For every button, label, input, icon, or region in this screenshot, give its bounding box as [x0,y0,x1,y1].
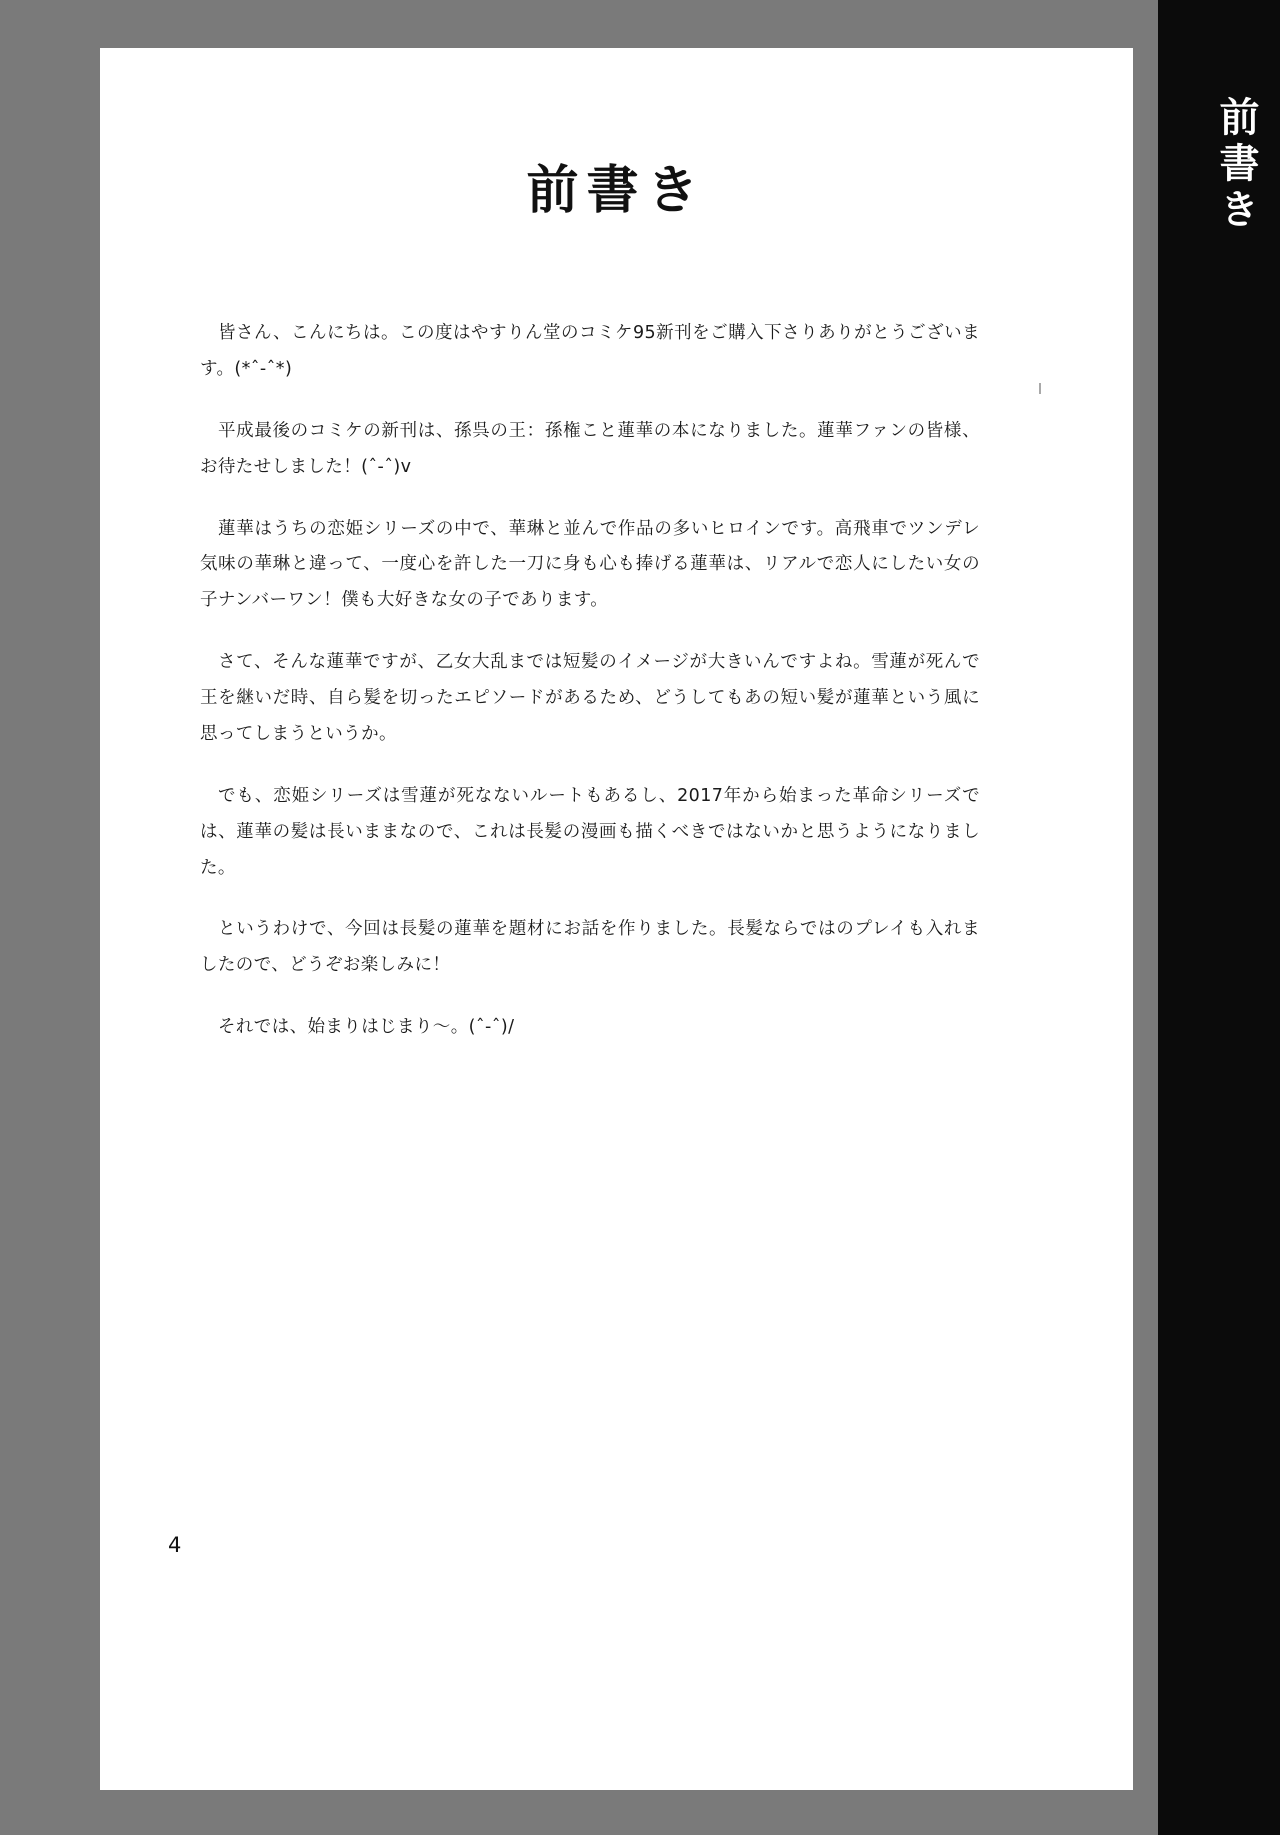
paragraph: さて、そんな蓮華ですが、乙女大乱までは短髪のイメージが大きいんですよね。雪蓮が死んで王を継いだ時、自ら髪を切ったエピソードがあるため、どうしてもあの短い髪が蓮華という風に思ってしまうというか。 [200,652,980,744]
scan-margin-bottom [0,1790,1280,1835]
paragraph: でも、恋姫シリーズは雪蓮が死なないルートもあるし、2017年から始まった革命シリーズでは、蓮華の髪は長いままなので、これは長髪の漫画も描くべきではないかと思うようになりました。 [200,785,980,878]
paragraph: 皆さん、こんにちは。この度はやすりん堂のコミケ95新刊をご購入下さりありがとうございます。(*ˆ-ˆ*) [200,323,980,379]
page-content-area [100,48,1133,1790]
scan-margin-left [0,0,100,1835]
scan-artifact-speck [1039,383,1041,394]
paragraph: というわけで、今回は長髪の蓮華を題材にお話を作りました。長髪ならではのプレイも入れましたので、どうぞお楽しみに！ [200,919,980,976]
page-number: 4 [168,1533,182,1557]
paragraph: 平成最後のコミケの新刊は、孫呉の王：孫権こと蓮華の本になりました。蓮華ファンの皆様、お待たせしました！(ˆ-ˆ)v [200,420,980,477]
paragraph: 蓮華はうちの恋姫シリーズの中で、華琳と並んで作品の多いヒロインです。高飛車でツンデレ気味の華琳と違って、一度心を許した一刀に身も心も捧げる蓮華は、リアルで恋人にしたい女の子ナンバーワン！僕も大好きな女の子であります。 [200,518,980,611]
paragraph: それでは、始まりはじまり〜。(ˆ-ˆ)/ [218,1017,515,1038]
page-edge-black-strip [1158,0,1280,1835]
afterword-body [200,316,980,1046]
scan-margin-right [1133,0,1158,1835]
page-title: 前書き [526,161,707,221]
scan-margin-top [0,0,1280,48]
side-tab-title: 前書き [1213,96,1259,234]
